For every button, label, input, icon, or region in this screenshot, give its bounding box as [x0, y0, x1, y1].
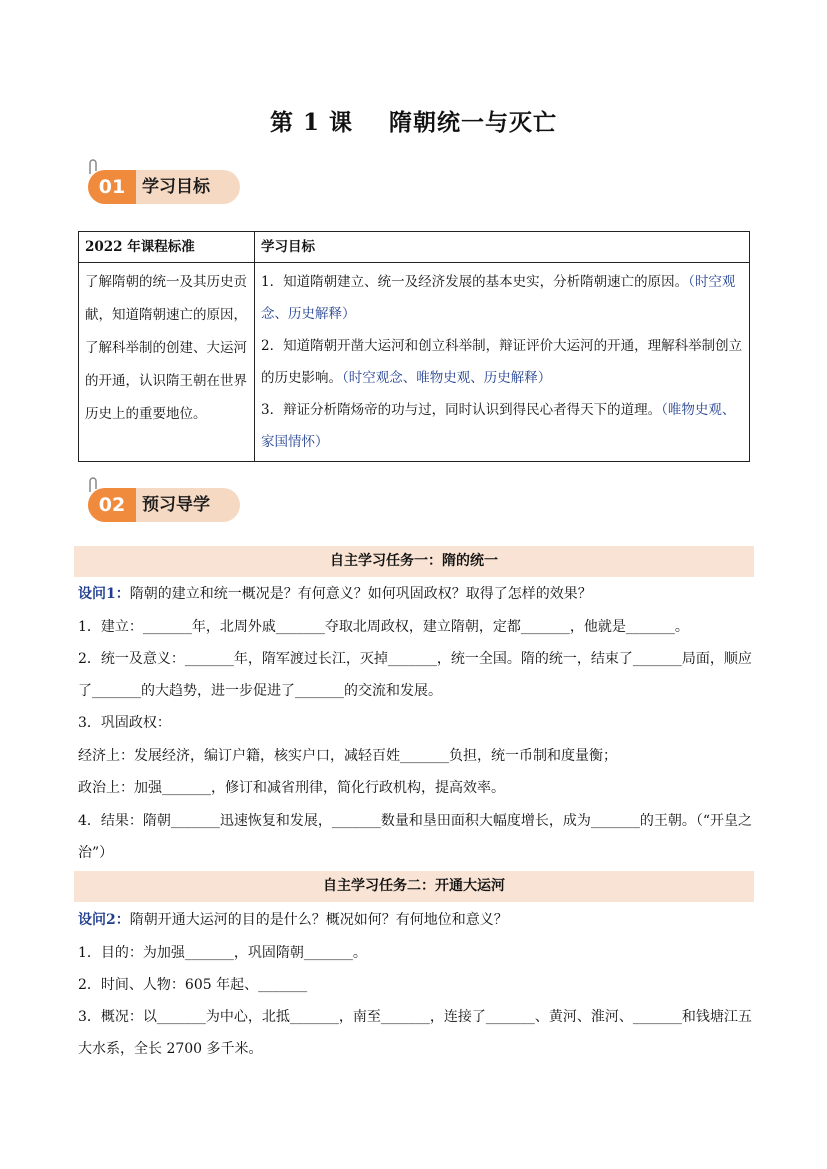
task2-line: 1．目的：为加强_______，巩固隋朝_______。	[78, 945, 367, 961]
goals-table	[78, 231, 750, 462]
lesson-title: 第 1 课 隋朝统一与灭亡	[269, 109, 558, 136]
task2-title-bar: 自主学习任务二：开通大运河	[74, 871, 754, 902]
table-row	[79, 263, 750, 462]
table-header-row	[79, 232, 750, 263]
question-text: 隋朝开通大运河的目的是什么？概况如何？有何地位和意义？	[129, 912, 508, 928]
curriculum-standard: 了解隋朝的统一及其历史贡献，知道隋朝速亡的原因，了解科举制的创建、大运河的开通，认识隋王朝在世界历史上的重要地位。	[79, 263, 255, 462]
question-text: 隋朝的建立和统一概况是？有何意义？如何巩固政权？取得了怎样的效果？	[129, 586, 592, 602]
task2-line: 3．概况：以_______为中心，北抵_______，南至_______，连接了_______、黄河、淮河、_______和钱塘江五大水系，全长 2700 多千米。	[78, 1009, 752, 1057]
objectives-cell	[255, 263, 750, 462]
task1-line: 政治上：加强_______，修订和减省刑律，简化行政机构，提高效率。	[78, 780, 505, 796]
task1-line: 3．巩固政权：	[78, 715, 171, 731]
competency-tag: （时空观念、历史解释）	[261, 274, 736, 322]
question-label: 设问2：	[78, 912, 130, 928]
section-badge-goals	[82, 158, 242, 208]
section-badge-preview	[82, 476, 242, 526]
task1-line: 2．统一及意义：_______年，隋军渡过长江，灭掉_______，统一全国。隋的统一，结束了_______局面，顺应了_______的大趋势，进一步促进了_______的交流和发展。	[78, 651, 752, 699]
section-label: 学习目标	[142, 177, 210, 197]
question-label: 设问1：	[78, 586, 130, 602]
competency-tag: （时空观念、唯物史观、历史解释）	[342, 370, 552, 386]
task1-title-bar: 自主学习任务一：隋的统一	[74, 546, 754, 577]
task1-line: 1．建立：_______年，北周外戚_______夺取北周政权，建立隋朝，定都_______，他就是_______。	[78, 619, 689, 635]
header-standard: 2022 年课程标准	[79, 232, 255, 263]
objective-item: 1．知道隋朝建立、统一及经济发展的基本史实，分析隋朝速亡的原因。（时空观念、历史解释）	[261, 274, 736, 322]
task1-question	[78, 578, 754, 610]
objective-item: 3．辩证分析隋炀帝的功与过，同时认识到得民心者得天下的道理。（唯物史观、家国情怀）	[261, 402, 736, 450]
header-objectives: 学习目标	[255, 232, 750, 263]
competency-tag: （唯物史观、家国情怀）	[261, 402, 736, 450]
task1-line: 4．结果：隋朝_______迅速恢复和发展，_______数量和垦田面积大幅度增长，成为_______的王朝。（“开皇之治”）	[78, 813, 753, 861]
task2-line: 2．时间、人物：605 年起、_______	[78, 977, 308, 993]
section-number: 01	[88, 170, 136, 204]
task1-line: 经济上：发展经济，编订户籍，核实户口，减轻百姓_______负担，统一币制和度量衡；	[78, 748, 617, 764]
section-number: 02	[88, 488, 136, 522]
objective-item: 2．知道隋朝开凿大运河和创立科举制，辩证评价大运河的开通，理解科举制创立的历史影响。（时空观念、唯物史观、历史解释）	[261, 338, 743, 386]
section-label: 预习导学	[142, 495, 210, 515]
task2-question	[78, 904, 754, 936]
